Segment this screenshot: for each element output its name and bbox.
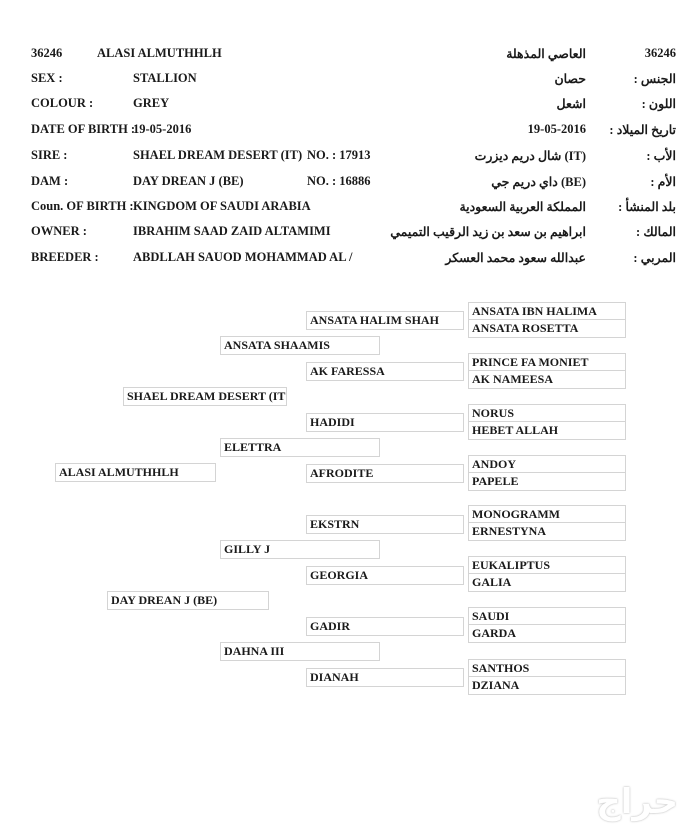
field-value: KINGDOM OF SAUDI ARABIA [133, 199, 311, 213]
field-label: DATE OF BIRTH : [31, 122, 136, 136]
field-value: SHAEL DREAM DESERT (IT) [133, 148, 303, 162]
haraj-watermark-logo: حراج [596, 782, 678, 822]
pedigree-gen4-sire: PRINCE FA MONIET [469, 354, 625, 371]
field-value-ar: عبدالله سعود محمد العسكر [445, 251, 586, 265]
pedigree-gen4-sire: SANTHOS [469, 660, 625, 677]
pedigree-gen3-entry: HADIDI [306, 413, 464, 432]
pedigree-gen3-entry: AFRODITE [306, 464, 464, 483]
pedigree-gen4-pair [468, 505, 626, 541]
pedigree-gen4-dam: ERNESTYNA [472, 524, 547, 538]
pedigree-gen3-entry: ANSATA HALIM SHAH [306, 311, 464, 330]
pedigree-gen4-dam: PAPELE [472, 474, 519, 488]
sire-number: NO. : 17913 [307, 148, 371, 162]
field-label-ar: الأب : [646, 149, 676, 163]
field-row-country-of-birth [0, 199, 700, 219]
registration-number: 36246 [31, 46, 63, 60]
field-value: GREY [133, 96, 170, 110]
field-label: DAM : [31, 174, 69, 188]
pedigree-gen4-pair [468, 556, 626, 592]
pedigree-gen4-dam: AK NAMEESA [472, 372, 554, 386]
pedigree-gen4-sire: SAUDI [469, 608, 625, 625]
pedigree-gen4-pair [468, 353, 626, 389]
pedigree-sire: SHAEL DREAM DESERT (IT [123, 387, 287, 406]
field-row-colour [0, 96, 700, 116]
field-row-sire [0, 148, 700, 168]
pedigree-gen4-sire: ANDOY [469, 456, 625, 473]
field-label-ar: بلد المنشأ : [618, 200, 676, 214]
field-row-date-of-birth [0, 122, 700, 142]
horse-name-en: ALASI ALMUTHHLH [97, 46, 222, 60]
pedigree-gen4-sire: EUKALIPTUS [469, 557, 625, 574]
field-value-ar: حصان [554, 72, 586, 86]
pedigree-gen3-entry: DIANAH [306, 668, 464, 687]
field-value-ar: (IT) شال دريم ديزرت [474, 149, 586, 163]
field-label: BREEDER : [31, 250, 99, 264]
pedigree-gen4-pair [468, 455, 626, 491]
field-value: DAY DREAN J (BE) [133, 174, 244, 188]
field-label-ar: الأم : [650, 175, 676, 189]
pedigree-gen4-pair [468, 302, 626, 338]
field-value-ar: اشعل [556, 97, 586, 111]
field-label-ar: المالك : [636, 225, 676, 239]
field-value: 19-05-2016 [133, 122, 192, 136]
pedigree-gen2-sire-dam: ELETTRA [220, 438, 380, 457]
field-label: SEX : [31, 71, 63, 85]
pedigree-gen4-dam: GALIA [472, 575, 512, 589]
field-value-ar: ابراهيم بن سعد بن زيد الرقيب التميمي [390, 225, 586, 239]
dam-number: NO. : 16886 [307, 174, 371, 188]
field-label: SIRE : [31, 148, 68, 162]
field-label-ar: الجنس : [633, 72, 676, 86]
pedigree-gen4-dam: GARDA [472, 626, 516, 640]
pedigree-gen4-pair [468, 404, 626, 440]
horse-name-ar: العاصي المذهلة [506, 47, 586, 61]
pedigree-gen4-pair [468, 659, 626, 695]
field-value: IBRAHIM SAAD ZAID ALTAMIMI [133, 224, 331, 238]
field-label-ar: اللون : [641, 97, 676, 111]
field-label: OWNER : [31, 224, 87, 238]
pedigree-gen2-sire-sire: ANSATA SHAAMIS [220, 336, 380, 355]
field-value-ar: المملكة العربية السعودية [459, 200, 586, 214]
field-label: COLOUR : [31, 96, 94, 110]
pedigree-gen4-sire: MONOGRAMM [469, 506, 625, 523]
field-value-ar: (BE) داي دريم جي [491, 175, 586, 189]
field-row-dam [0, 174, 700, 194]
field-label: Coun. OF BIRTH : [31, 199, 134, 213]
pedigree-gen3-entry: GEORGIA [306, 566, 464, 585]
field-label-ar: تاريخ الميلاد : [609, 123, 676, 137]
pedigree-gen3-entry: AK FARESSA [306, 362, 464, 381]
pedigree-gen3-entry: EKSTRN [306, 515, 464, 534]
field-row-owner [0, 224, 700, 244]
field-value-ar: 19-05-2016 [527, 122, 586, 136]
pedigree-subject: ALASI ALMUTHHLH [55, 463, 216, 482]
pedigree-gen4-dam: HEBET ALLAH [472, 423, 559, 437]
pedigree-gen2-dam-sire: GILLY J [220, 540, 380, 559]
field-value: STALLION [133, 71, 197, 85]
pedigree-dam: DAY DREAN J (BE) [107, 591, 269, 610]
field-label-ar: المربي : [633, 251, 676, 265]
pedigree-gen4-dam: ANSATA ROSETTA [472, 321, 579, 335]
pedigree-gen4-pair [468, 607, 626, 643]
pedigree-gen2-dam-dam: DAHNA III [220, 642, 380, 661]
pedigree-gen4-dam: DZIANA [472, 678, 520, 692]
field-row-breeder [0, 250, 700, 270]
pedigree-gen3-entry: GADIR [306, 617, 464, 636]
registration-number-ar: 36246 [644, 46, 676, 60]
field-row-sex [0, 71, 700, 91]
header-row [0, 46, 700, 66]
field-value: ABDLLAH SAUOD MOHAMMAD AL / [133, 250, 353, 264]
pedigree-gen4-sire: NORUS [469, 405, 625, 422]
pedigree-gen4-sire: ANSATA IBN HALIMA [469, 303, 625, 320]
